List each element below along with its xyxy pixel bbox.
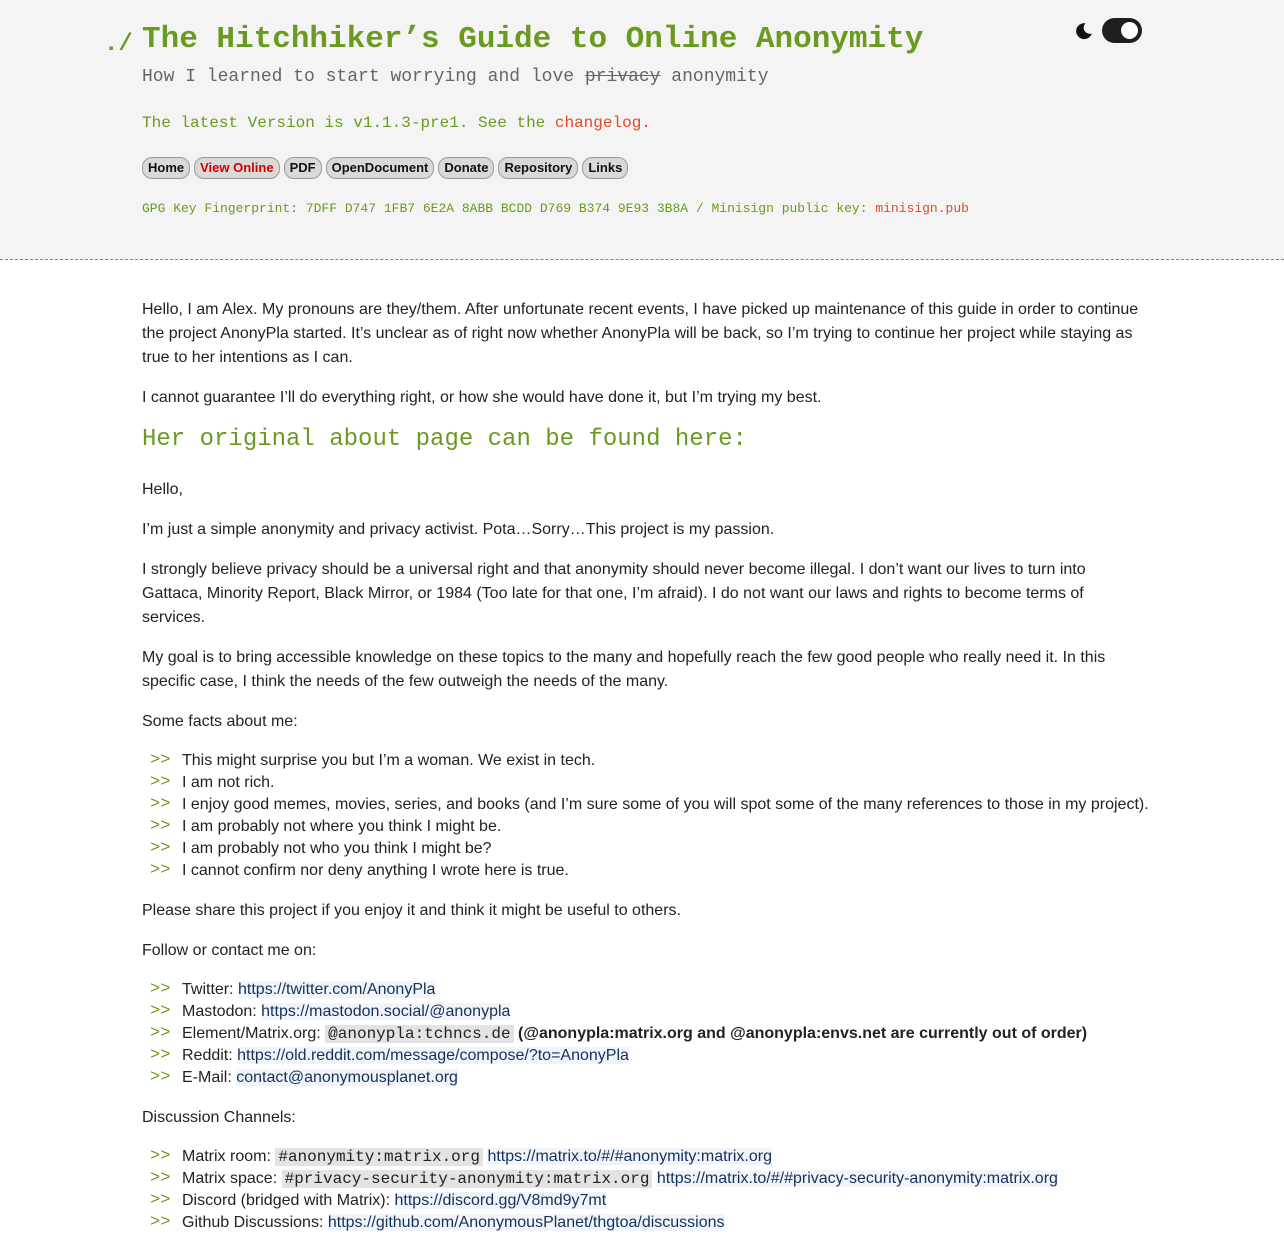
contact-email (142, 1067, 1142, 1089)
contact-label: Mastodon: (182, 1003, 262, 1020)
share-paragraph: Please share this project if you enjoy it and think it might be useful to others. (142, 902, 681, 919)
site-header (0, 0, 1284, 260)
bullet-marker: >> (150, 1191, 171, 1210)
main-nav (142, 157, 628, 179)
bullet-marker: >> (150, 1169, 171, 1188)
section-heading: Her original about page can be found here: (142, 426, 747, 453)
nav-links-button[interactable]: Links (582, 157, 628, 179)
channel-list (142, 1146, 1142, 1234)
gpg-fingerprint (142, 201, 969, 216)
channel-matrix-space (142, 1168, 1142, 1190)
matrix-room-code: #anonymity:matrix.org (275, 1148, 483, 1166)
bullet-marker: >> (150, 795, 171, 814)
matrix-space-code: #privacy-security-anonymity:matrix.org (282, 1170, 653, 1188)
site-logo[interactable]: ./ (104, 31, 133, 58)
nav-view-online-button[interactable]: View Online (194, 157, 279, 179)
intro-paragraph: Hello, I am Alex. My pronouns are they/them. After unfortunate recent events, I have picked up maintenance of this guide in order to continue the project AnonyPla started. It’s unclear as of right now whether AnonyPla will be back, so I’m trying to continue her project while staying as true to her intentions as I can. (142, 301, 1139, 366)
tagline-post: anonymity (660, 67, 769, 87)
dark-mode-switch[interactable] (1102, 18, 1142, 43)
matrix-space-link[interactable]: https://matrix.to/#/#privacy-security-anonymity:matrix.org (656, 1170, 1058, 1187)
list-item (142, 750, 1142, 772)
bullet-marker: >> (150, 751, 171, 770)
belief-paragraph: I strongly believe privacy should be a universal right and that anonymity should never become illegal. I don’t want our lives to turn into Gattaca, Minority Report, Black Mirror, or 1984 (Too late for that one, I’m afraid). I do not want our laws and rights to become terms of services. (142, 561, 1086, 626)
channel-label: Matrix room: (182, 1148, 276, 1165)
list-item (142, 860, 1142, 882)
facts-intro: Some facts about me: (142, 713, 298, 730)
site-tagline (142, 67, 769, 87)
bullet-marker: >> (150, 1068, 171, 1087)
channel-matrix-room (142, 1146, 1142, 1168)
reddit-link[interactable]: https://old.reddit.com/message/compose/?to=AnonyPla (237, 1047, 629, 1064)
matrix-note: (@anonypla:matrix.org and @anonypla:envs.net are currently out of order) (513, 1025, 1088, 1042)
bullet-marker: >> (150, 817, 171, 836)
changelog-link[interactable]: changelog. (554, 114, 651, 132)
bullet-marker: >> (150, 773, 171, 792)
matrix-handle: @anonypla:tchncs.de (325, 1025, 513, 1043)
nav-home-button[interactable]: Home (142, 157, 190, 179)
contact-list (142, 979, 1142, 1089)
email-link[interactable]: contact@anonymousplanet.org (236, 1069, 458, 1086)
bullet-marker: >> (150, 1024, 171, 1043)
fact-text: I am not rich. (182, 774, 275, 791)
gpg-text: GPG Key Fingerprint: 7DFF D747 1FB7 6E2A 8ABB BCDD D769 B374 9E93 3B8A / Minisign public key: (142, 201, 876, 216)
twitter-link[interactable]: https://twitter.com/AnonyPla (238, 981, 436, 998)
list-item (142, 772, 1142, 794)
version-notice (142, 114, 651, 132)
contact-label: Twitter: (182, 981, 239, 998)
nav-opendocument-button[interactable]: OpenDocument (326, 157, 435, 179)
bullet-marker: >> (150, 1213, 171, 1232)
matrix-room-link[interactable]: https://matrix.to/#/#anonymity:matrix.org (487, 1148, 772, 1165)
list-item (142, 838, 1142, 860)
nav-pdf-button[interactable]: PDF (284, 157, 322, 179)
fact-text: I am probably not who you think I might be? (182, 840, 492, 857)
mastodon-link[interactable]: https://mastodon.social/@anonypla (261, 1003, 511, 1020)
nav-repository-button[interactable]: Repository (498, 157, 578, 179)
bullet-marker: >> (150, 861, 171, 880)
version-text: The latest Version is v1.1.3-pre1. See the (142, 114, 555, 132)
bullet-marker: >> (150, 980, 171, 999)
list-item (142, 794, 1149, 816)
activist-paragraph: I’m just a simple anonymity and privacy activist. Pota…Sorry…This project is my passion. (142, 521, 775, 538)
goal-paragraph: My goal is to bring accessible knowledge on these topics to the many and hopefully reach the few good people who really need it. In this specific case, I think the needs of the few outweigh the needs of the many. (142, 649, 1106, 690)
channel-label: Discord (bridged with Matrix): (182, 1192, 395, 1209)
github-discussions-link[interactable]: https://github.com/AnonymousPlanet/thgtoa/discussions (327, 1214, 725, 1231)
theme-toggle[interactable] (1074, 18, 1142, 43)
channel-label: Github Discussions: (182, 1214, 328, 1231)
bullet-marker: >> (150, 1046, 171, 1065)
bullet-marker: >> (150, 1002, 171, 1021)
fact-text: I enjoy good memes, movies, series, and books (and I’m sure some of you will spot some of the many references to those in my project). (182, 796, 1149, 813)
contact-label: Reddit: (182, 1047, 238, 1064)
contact-twitter (142, 979, 1142, 1001)
minisign-link[interactable]: minisign.pub (875, 201, 969, 216)
fact-text: This might surprise you but I’m a woman. We exist in tech. (182, 752, 596, 769)
contact-mastodon (142, 1001, 1142, 1023)
switch-knob (1121, 22, 1138, 39)
channel-discord (142, 1190, 1142, 1212)
discussion-paragraph: Discussion Channels: (142, 1109, 296, 1126)
contact-label: Element/Matrix.org: (182, 1025, 326, 1042)
bullet-marker: >> (150, 1147, 171, 1166)
list-item (142, 816, 1142, 838)
hello-paragraph: Hello, (142, 481, 183, 498)
moon-icon[interactable] (1074, 21, 1094, 41)
bullet-marker: >> (150, 839, 171, 858)
channel-label: Matrix space: (182, 1170, 282, 1187)
tagline-pre: How I learned to start worrying and love (142, 67, 585, 87)
channel-github (142, 1212, 1142, 1234)
discord-link[interactable]: https://discord.gg/V8md9y7mt (394, 1192, 607, 1209)
fact-text: I am probably not where you think I might be. (182, 818, 502, 835)
facts-list (142, 750, 1149, 882)
contact-matrix (142, 1023, 1142, 1045)
contact-label: E-Mail: (182, 1069, 237, 1086)
follow-paragraph: Follow or contact me on: (142, 942, 317, 959)
tagline-struck: privacy (584, 67, 661, 87)
main-content (142, 298, 1149, 1251)
fact-text: I cannot confirm nor deny anything I wrote here is true. (182, 862, 569, 879)
contact-reddit (142, 1045, 1142, 1067)
intro-paragraph-2: I cannot guarantee I’ll do everything right, or how she would have done it, but I’m trying my best. (142, 389, 822, 406)
nav-donate-button[interactable]: Donate (438, 157, 494, 179)
site-title[interactable]: The Hitchhiker’s Guide to Online Anonymity (142, 22, 924, 57)
